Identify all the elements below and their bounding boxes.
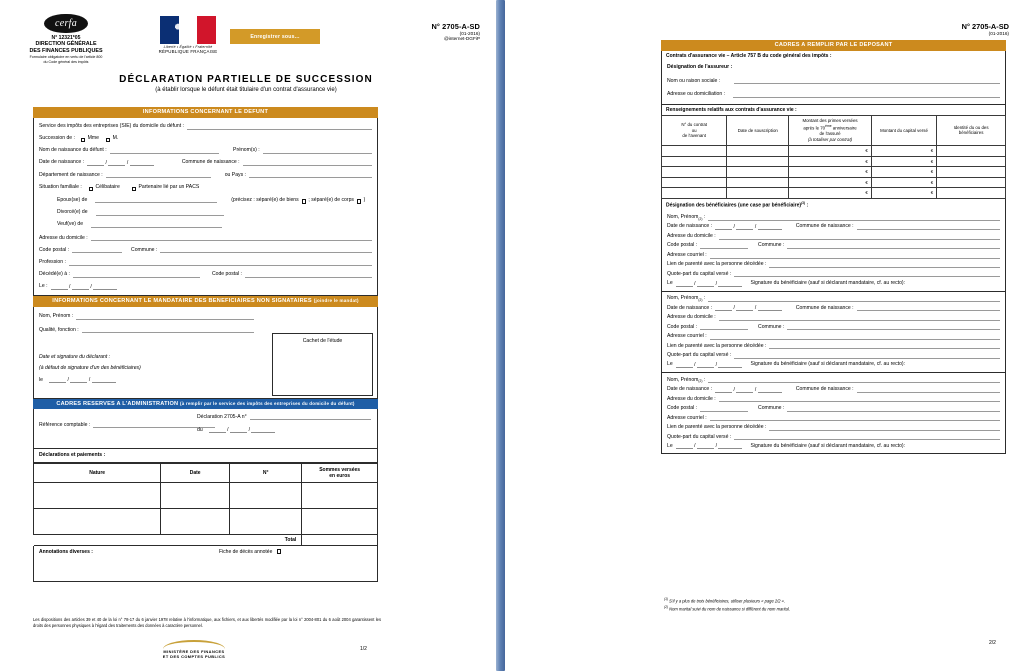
label-beneficiaires-title: [661, 199, 1006, 211]
cell-identite[interactable]: [937, 188, 1006, 199]
input-benef-le-date[interactable]: / /: [676, 362, 743, 368]
cell-identite[interactable]: [937, 146, 1006, 157]
label-prenoms: Prénom(s) :: [233, 147, 260, 154]
footnote-2-marker: (2): [664, 604, 669, 609]
label-benef-commune-naissance: Commune de naissance :: [795, 304, 854, 311]
checkbox-mme[interactable]: [81, 138, 85, 142]
label-nom-naissance: Nom de naissance du défunt :: [39, 147, 107, 154]
label-declarations-paiements: Déclarations et paiements :: [39, 452, 106, 459]
input-benef-adresse[interactable]: [719, 233, 1000, 239]
beneficiary-block: Nom, Prénom (2) : Date de naissance : / / Commune de naissance : Adresse du domicile : Code postal : Commune : Adresse courriel : Lien de parenté avec la personne décédée : Quote-part du capital versé : Le / / Signature du bénéficiaire (sauf si déclarant mandataire, cf. au recto):: [661, 210, 1006, 291]
label-le-deces: Le :: [39, 283, 48, 290]
input-benef-cp[interactable]: [700, 243, 748, 249]
checkbox-pacs[interactable]: [132, 187, 136, 191]
cell-date[interactable]: [161, 509, 230, 535]
beneficiaires-title-end: :: [805, 202, 809, 209]
label-commune: Commune :: [131, 246, 158, 253]
table-row[interactable]: [662, 188, 1006, 199]
cell-capital[interactable]: €: [871, 177, 936, 188]
input-nom-raison-sociale[interactable]: [734, 78, 1000, 84]
cell-contract-number[interactable]: [662, 146, 727, 157]
label-benef-quotepart: Quote-part du capital versé :: [667, 270, 732, 277]
label-benef-date-naissance: Date de naissance :: [667, 304, 713, 311]
page-title: DÉCLARATION PARTIELLE DE SUCCESSION: [119, 74, 373, 85]
col-primes-sup: ème: [825, 123, 832, 128]
save-as-button[interactable]: Enregistrer sous...: [230, 29, 320, 44]
input-date-mandataire[interactable]: / /: [49, 377, 116, 383]
label-fiche-deces: Fiche de décès annotée: [219, 549, 273, 556]
input-pays[interactable]: [249, 172, 372, 178]
input-benef-commune-naissance[interactable]: [857, 305, 1000, 311]
label-sie: Service des impôts des entreprises (SIE) du domicile du défunt :: [39, 123, 184, 130]
label-decede-a: Décédé(e) à :: [39, 271, 70, 278]
label-profession: Profession :: [39, 259, 66, 266]
label-benef-commune: Commune :: [758, 323, 785, 330]
label-benef-signature: Signature du bénéficiaire (sauf si déclarant mandataire, cf. au recto):: [750, 442, 906, 449]
input-commune-naissance[interactable]: [243, 160, 372, 166]
input-benef-nom[interactable]: [708, 377, 1000, 383]
label-benef-commune: Commune :: [758, 242, 785, 249]
label-annotations: Annotations diverses :: [39, 549, 93, 556]
col-capital-verse: Montant du capital versé: [871, 115, 936, 145]
scrollbar[interactable]: [496, 0, 505, 671]
table-row[interactable]: [34, 509, 378, 535]
col-primes-l3: de l'assuré: [819, 131, 841, 137]
mandataire-header-sub: (joindre le mandat): [313, 298, 359, 304]
checkbox-m[interactable]: [106, 138, 110, 142]
col-date: Date: [161, 463, 230, 483]
beneficiary-block: Nom, Prénom (2) : Date de naissance : / / Commune de naissance : Adresse du domicile : Code postal : Commune : Adresse courriel : Lien de parenté avec la personne décédée : Quote-part du capital versé : Le / / Signature du bénéficiaire (sauf si déclarant mandataire, cf. au recto):: [661, 373, 1006, 454]
cell-capital[interactable]: €: [871, 156, 936, 167]
section-header-mandataire: [33, 296, 378, 307]
label-le-mandataire: le: [39, 376, 43, 383]
col-primes-l2: après le 70: [803, 125, 826, 131]
col-sommes-line1: Sommes versées: [319, 466, 361, 473]
input-benef-lien[interactable]: [769, 262, 1000, 268]
label-pacs: Partenaire lié par un PACS: [138, 184, 200, 191]
beneficiaires-title-text: Désignation des bénéficiaires (une case par bénéficiaire): [666, 202, 802, 209]
label-cachet: Cachet de l'étude: [302, 337, 343, 344]
form-version-right: (01-2016): [988, 31, 1009, 36]
input-benef-commune-naissance[interactable]: [857, 387, 1000, 393]
col-identite-l2: bénéficiaires: [958, 130, 984, 136]
cell-capital[interactable]: €: [871, 146, 936, 157]
input-benef-courriel[interactable]: [710, 415, 1000, 421]
input-adresse-domicile[interactable]: [91, 235, 372, 241]
input-benef-cp[interactable]: [700, 406, 748, 412]
table-row[interactable]: [662, 156, 1006, 167]
input-divorce[interactable]: [96, 209, 224, 215]
input-declaration-date[interactable]: / /: [209, 427, 276, 433]
republic-motto: Liberté • Égalité • Fraternité: [163, 45, 213, 49]
input-benef-quotepart[interactable]: [734, 434, 1000, 440]
cerfa-block: [7, 14, 125, 64]
input-departement-naissance[interactable]: [106, 172, 211, 178]
cell-primes[interactable]: €: [789, 188, 872, 199]
input-adresse-domiciliation[interactable]: [733, 91, 1000, 97]
label-mandataire-qualite: Qualité, fonction :: [39, 326, 79, 333]
form-source: @internet-DGFiP: [443, 36, 480, 41]
administration-header-sub: (à remplir par le service des impôts des entreprises du domicile du défunt): [180, 401, 355, 406]
benef-nom-sup: (2): [698, 297, 703, 302]
contracts-table: [661, 115, 1006, 199]
legal-notice: Les dispositions des articles 39 et 40 de la loi n° 78-17 du 6 janvier 1978 relative à l'informatique, aux fichiers, et aux libertés modifiée par la loi n° 2004-801 du 6 août 2004 garantissent les droits des personnes physiques à l'égard des traitements des données à caractère personnel.: [33, 617, 381, 628]
cerfa-number: N° 12321*05: [51, 35, 81, 41]
input-code-postal[interactable]: [72, 247, 122, 253]
cell-contract-number[interactable]: [662, 188, 727, 199]
right-form-body: [661, 40, 1006, 454]
table-row[interactable]: [34, 483, 378, 509]
input-benef-quotepart[interactable]: [734, 353, 1000, 359]
label-benef-lien: Lien de parenté avec la personne décédée :: [667, 342, 767, 349]
col-contract-number-l1: N° du contrat: [681, 121, 708, 127]
label-ou-pays: ou Pays :: [224, 171, 246, 178]
cell-capital[interactable]: €: [871, 188, 936, 199]
label-benef-date-naissance: Date de naissance :: [667, 223, 713, 230]
cell-date-souscription[interactable]: [727, 156, 789, 167]
col-sommes-line2: en euros: [329, 473, 351, 480]
checkbox-separe-corps[interactable]: [357, 199, 361, 203]
label-designation-assureur: Désignation de l'assureur :: [667, 63, 733, 70]
label-benef-lien: Lien de parenté avec la personne décédée :: [667, 424, 767, 431]
cell-primes[interactable]: €: [789, 177, 872, 188]
input-benef-lien[interactable]: [769, 424, 1000, 430]
col-sommes: [302, 463, 378, 483]
col-numero: N°: [230, 463, 302, 483]
label-benef-le: Le: [667, 280, 673, 287]
cell-identite[interactable]: [937, 177, 1006, 188]
footnote-2: [664, 605, 1004, 613]
form-number-right: N° 2705-A-SD: [961, 22, 1009, 31]
annotations-box[interactable]: [33, 546, 378, 582]
input-decede-a[interactable]: [73, 272, 200, 278]
cell-total-value[interactable]: [302, 535, 378, 546]
input-benef-le-date[interactable]: / /: [676, 281, 743, 287]
label-contrats-title: Contrats d'assurance vie – Article 757 B du code général des impôts :: [662, 51, 1005, 61]
label-benef-courriel: Adresse courriel :: [667, 333, 707, 340]
administration-header-text: CADRES RESERVES A L'ADMINISTRATION: [56, 401, 179, 407]
cell-sommes[interactable]: [302, 483, 378, 509]
footnote-1-marker: (1): [664, 597, 669, 601]
page-number-left: 1/2: [360, 646, 367, 652]
label-epoux: Epoux(se) de: [57, 196, 88, 203]
label-m: M.: [112, 134, 119, 141]
label-divorce: Divorcé(e) de: [57, 208, 88, 215]
cell-contract-number[interactable]: [662, 177, 727, 188]
benef-nom-sup: (2): [698, 216, 703, 221]
input-declaration-no[interactable]: [250, 414, 371, 420]
footnotes: [664, 597, 1004, 612]
page-subtitle: (à établir lorsque le défunt était titulaire d'un contrat d'assurance vie): [155, 87, 337, 93]
input-sie[interactable]: [187, 124, 372, 130]
document-title-block: [0, 74, 492, 93]
input-benef-commune[interactable]: [787, 406, 1000, 412]
label-benef-commune: Commune :: [758, 405, 785, 412]
input-benef-commune[interactable]: [787, 324, 1000, 330]
label-commune-naissance: Commune de naissance :: [181, 159, 240, 166]
form-reference-right: [962, 22, 1009, 36]
payments-table-header-row: [34, 463, 378, 483]
footnote-1: [664, 597, 1004, 605]
label-code-postal: Code postal :: [39, 246, 70, 253]
footnote-2-text: Nom marital suivi du nom de naissance si différent du nom marital.: [669, 606, 790, 612]
label-celibataire: Célibataire: [95, 184, 120, 191]
cell-capital[interactable]: €: [871, 167, 936, 178]
input-date-deces[interactable]: / /: [51, 284, 118, 290]
table-row[interactable]: [662, 167, 1006, 178]
cell-sommes[interactable]: [302, 509, 378, 535]
contrats-block: [661, 51, 1006, 105]
table-total-row: [34, 535, 378, 546]
beneficiaires-title-sup: (1): [801, 200, 806, 205]
label-benef-le: Le: [667, 361, 673, 368]
checkbox-celibataire[interactable]: [89, 187, 93, 191]
label-precisez-end: ): [363, 196, 366, 203]
label-mme: Mme: [87, 134, 99, 141]
page-number-right: 2/2: [989, 640, 996, 646]
label-benef-quotepart: Quote-part du capital versé :: [667, 433, 732, 440]
input-benef-commune[interactable]: [787, 243, 1000, 249]
col-date-souscription: Date de souscription: [727, 115, 789, 145]
input-benef-commune-naissance[interactable]: [857, 224, 1000, 230]
cell-numero[interactable]: [230, 509, 302, 535]
col-contract-number-l2: ou: [691, 127, 697, 133]
input-commune[interactable]: [160, 247, 372, 253]
input-benef-adresse[interactable]: [719, 315, 1000, 321]
section-header-administration: [33, 399, 378, 410]
french-flag-icon: [160, 16, 216, 44]
form-number: N° 2705-A-SD: [431, 22, 480, 31]
label-benef-quotepart: Quote-part du capital versé :: [667, 352, 732, 359]
input-veuf[interactable]: [91, 222, 222, 228]
label-benef-adresse: Adresse du domicile :: [667, 232, 716, 239]
cell-numero[interactable]: [230, 483, 302, 509]
col-identite-beneficiaires: [937, 115, 1006, 145]
label-adresse-domicile: Adresse du domicile :: [39, 234, 88, 241]
col-primes-l2b: anniversaire: [831, 125, 857, 131]
input-benef-nom[interactable]: [708, 214, 1000, 220]
administration-reference: [33, 409, 378, 449]
label-adresse-domiciliation: Adresse ou domiciliation :: [667, 91, 726, 98]
mandataire-fields: [33, 307, 378, 399]
input-nom-naissance[interactable]: [110, 147, 219, 153]
footnote-1-text: S'il y a plus de trois bénéficiaires, utiliser plusieurs « page 2/2 ».: [669, 598, 786, 604]
input-benef-cp[interactable]: [700, 324, 748, 330]
ministry-line1: MINISTÈRE DES FINANCES: [163, 649, 225, 654]
cerfa-legal-line1: Formulaire obligatoire en vertu de l'article 800: [29, 55, 103, 59]
cell-contract-number[interactable]: [662, 156, 727, 167]
input-benef-courriel[interactable]: [710, 252, 1000, 258]
col-primes-l4: (à totaliser par contrat): [807, 136, 853, 142]
label-benef-adresse: Adresse du domicile :: [667, 314, 716, 321]
benef-nom-sup: (2): [698, 379, 703, 384]
input-date-naissance[interactable]: / /: [87, 160, 154, 166]
col-contract-number-l3: de l'avenant: [682, 133, 706, 139]
label-precisez2: ; séparé(e) de corps: [308, 196, 354, 203]
label-veuf: Veuf(ve) de: [57, 221, 84, 228]
label-benef-date-naissance: Date de naissance :: [667, 386, 713, 393]
cachet-etude-box[interactable]: [272, 333, 373, 396]
form-version: (01-2016): [459, 31, 480, 36]
republic-name: RÉPUBLIQUE FRANÇAISE: [158, 49, 218, 54]
ministry-line2: ET DES COMPTES PUBLICS: [162, 654, 226, 660]
label-benef-cp: Code postal :: [667, 242, 698, 249]
cell-identite[interactable]: [937, 156, 1006, 167]
cell-contract-number[interactable]: [662, 167, 727, 178]
col-nature: Nature: [34, 463, 161, 483]
ministry-arc-icon: [163, 640, 225, 649]
cell-identite[interactable]: [937, 167, 1006, 178]
cell-nature[interactable]: [34, 509, 161, 535]
label-benef-adresse: Adresse du domicile :: [667, 395, 716, 402]
input-benef-date-naissance[interactable]: / /: [715, 387, 782, 393]
table-row[interactable]: [662, 146, 1006, 157]
label-nom-raison-sociale: Nom ou raison sociale :: [667, 77, 721, 84]
input-mandataire-nom[interactable]: [76, 314, 254, 320]
cerfa-authority-line1: DIRECTION GÉNÉRALE: [35, 41, 97, 47]
defunt-fields: [33, 118, 378, 296]
label-declaration-no: Déclaration 2705-A n°: [197, 413, 247, 420]
label-benef-signature: Signature du bénéficiaire (sauf si déclarant mandataire, cf. au recto):: [750, 280, 906, 287]
label-benef-nom: Nom, Prénom: [667, 213, 699, 220]
cell-nature[interactable]: [34, 483, 161, 509]
input-profession[interactable]: [69, 259, 372, 265]
label-benef-le: Le: [667, 442, 673, 449]
label-code-postal-deces: Code postal :: [211, 271, 242, 278]
cell-primes[interactable]: €: [789, 156, 872, 167]
section-header-defunt: INFORMATIONS CONCERNANT LE DEFUNT: [33, 107, 378, 118]
label-precisez: (précisez : séparé(e) de biens: [231, 196, 299, 203]
page-right: [506, 0, 1023, 671]
input-epoux[interactable]: [95, 197, 217, 203]
label-benef-courriel: Adresse courriel :: [667, 414, 707, 421]
label-benef-lien: Lien de parenté avec la personne décédée :: [667, 261, 767, 268]
cell-date[interactable]: [161, 483, 230, 509]
declarations-paiements-label-row: [33, 449, 378, 463]
beneficiary-block: Nom, Prénom (2) : Date de naissance : / / Commune de naissance : Adresse du domicile : Code postal : Commune : Adresse courriel : Lien de parenté avec la personne décédée : Quote-part du capital versé : Le / / Signature du bénéficiaire (sauf si déclarant mandataire, cf. au recto):: [661, 292, 1006, 373]
input-mandataire-qualite[interactable]: [82, 327, 254, 333]
cell-date-souscription[interactable]: [727, 188, 789, 199]
label-date-signature: Date et signature du déclarant :: [39, 354, 111, 361]
label-departement-naissance: Département de naissance :: [39, 171, 103, 178]
payments-table: [33, 463, 378, 547]
contracts-header-row: [662, 115, 1006, 145]
input-benef-date-naissance[interactable]: / /: [715, 305, 782, 311]
fiche-deces-group: [219, 549, 283, 555]
label-total: Total: [34, 535, 302, 546]
label-benef-commune-naissance: Commune de naissance :: [795, 386, 854, 393]
cell-date-souscription[interactable]: [727, 177, 789, 188]
col-contract-number: [662, 115, 727, 145]
input-benef-adresse[interactable]: [719, 396, 1000, 402]
col-identite-l1: Identité du ou des: [953, 124, 989, 130]
page-left: [0, 0, 492, 671]
cell-primes[interactable]: €: [789, 167, 872, 178]
input-benef-lien[interactable]: [769, 343, 1000, 349]
input-prenoms[interactable]: [263, 147, 372, 153]
label-mandataire-nom: Nom, Prénom :: [39, 313, 74, 320]
checkbox-separe-biens[interactable]: [302, 199, 306, 203]
label-benef-nom: Nom, Prénom: [667, 295, 699, 302]
label-benef-commune-naissance: Commune de naissance :: [795, 223, 854, 230]
form-reference-left: [431, 22, 480, 41]
table-row[interactable]: [662, 177, 1006, 188]
cerfa-legal-line2: du Code général des impôts: [43, 59, 89, 64]
republic-emblem-block: [152, 16, 224, 54]
label-benef-nom: Nom, Prénom: [667, 376, 699, 383]
label-benef-signature: Signature du bénéficiaire (sauf si déclarant mandataire, cf. au recto):: [750, 361, 906, 368]
label-date-naissance: Date de naissance :: [39, 159, 85, 166]
cerfa-logo: cerfa: [44, 14, 88, 33]
col-primes-versees: [789, 115, 872, 145]
ministry-logo: [130, 640, 258, 659]
input-benef-le-date[interactable]: / /: [676, 443, 743, 449]
label-renseignements-title: Renseignements relatifs aux contrats d'assurance vie :: [661, 105, 1006, 115]
label-benef-courriel: Adresse courriel :: [667, 251, 707, 258]
mandataire-header-text: INFORMATIONS CONCERNANT LE MANDATAIRE DES BENEFICIAIRES NON SIGNATAIRES: [52, 298, 312, 305]
cell-date-souscription[interactable]: [727, 146, 789, 157]
label-reference-comptable: Référence comptable :: [39, 421, 91, 428]
input-code-postal-deces[interactable]: [245, 272, 372, 278]
checkbox-fiche-deces[interactable]: [277, 549, 281, 553]
cerfa-authority-line2: DES FINANCES PUBLIQUES: [29, 47, 103, 54]
label-benef-cp: Code postal :: [667, 323, 698, 330]
left-form-body: [33, 107, 378, 582]
input-benef-date-naissance[interactable]: / /: [715, 224, 782, 230]
input-benef-quotepart[interactable]: [734, 271, 1000, 277]
cell-date-souscription[interactable]: [727, 167, 789, 178]
input-benef-courriel[interactable]: [710, 334, 1000, 340]
cell-primes[interactable]: €: [789, 146, 872, 157]
input-benef-nom[interactable]: [708, 296, 1000, 302]
label-du: du: [197, 426, 203, 433]
section-header-deposant: CADRES A REMPLIR PAR LE DEPOSANT: [661, 40, 1006, 51]
label-benef-cp: Code postal :: [667, 405, 698, 412]
col-primes-l1: Montant des primes versées: [802, 118, 858, 124]
contracts-body: [662, 146, 1006, 199]
label-defaut-signature: (à défaut de signature d'un des bénéficiaires): [39, 364, 141, 371]
label-succession: Succession de :: [39, 134, 75, 141]
label-situation-familiale: Situation familiale :: [39, 184, 82, 191]
